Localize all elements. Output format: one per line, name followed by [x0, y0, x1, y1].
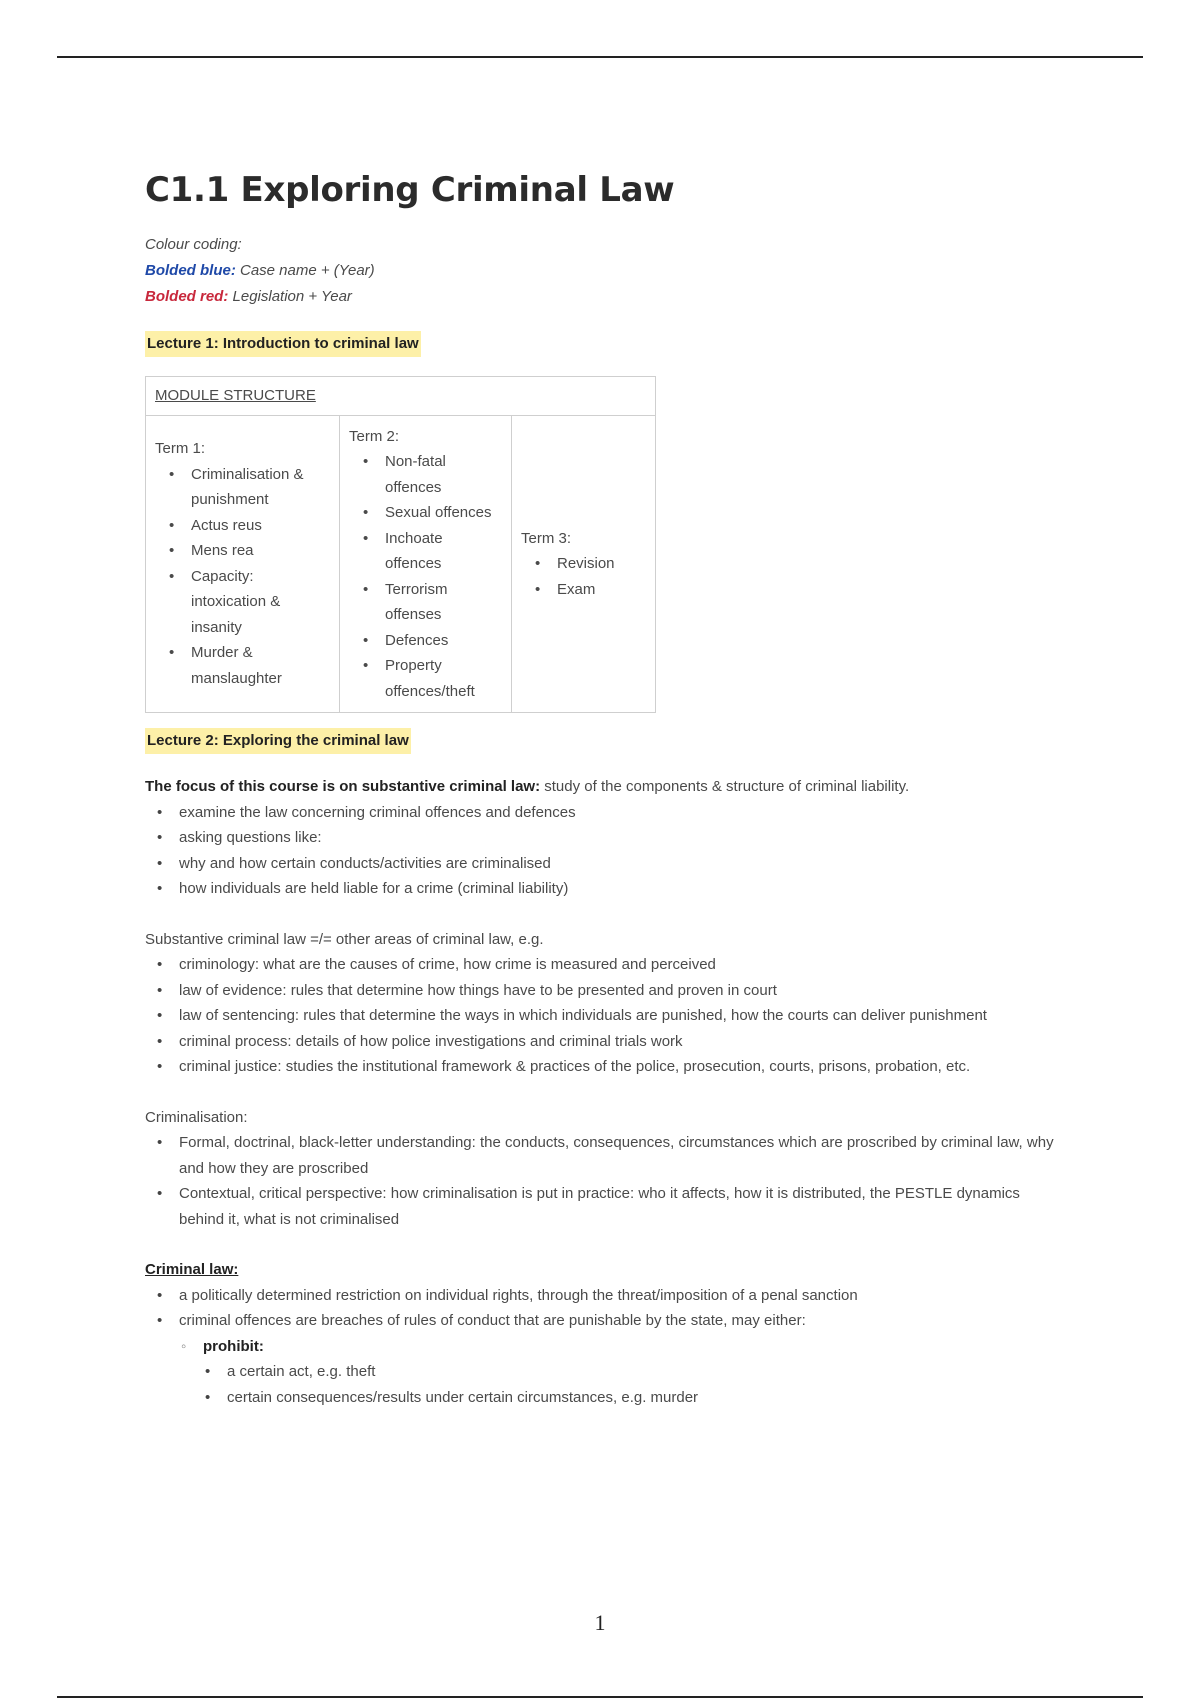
red-text: Legislation + Year: [232, 288, 352, 305]
list-item: [179, 1308, 1065, 1410]
criminalisation-list: [145, 1130, 1065, 1232]
colour-coding-blue: [145, 258, 1065, 284]
list-item: • Formal, doctrinal, black-letter understanding: the conducts, consequences, circumstances which are proscribed by criminal law, why and how they are proscribed: [179, 1130, 1065, 1181]
list-item: • Murder & manslaughter: [191, 640, 330, 691]
term-1-list: [155, 462, 330, 692]
term-2-cell: [340, 415, 512, 713]
substantive-intro: Substantive criminal law =/= other areas of criminal law, e.g.: [145, 930, 544, 948]
list-item: • Actus reus: [191, 513, 330, 539]
list-item: • criminal justice: studies the institutional framework & practices of the police, prosecution, courts, prisons, probation, etc.: [179, 1054, 1065, 1080]
term-3-cell: [512, 415, 656, 713]
lecture-2-heading: Lecture 2: Exploring the criminal law: [145, 728, 411, 754]
list-item: • criminology: what are the causes of crime, how crime is measured and perceived: [179, 952, 1065, 978]
list-item: • Contextual, critical perspective: how criminalisation is put in practice: who it affects, how it is distributed, the PESTLE dynamics behind it, what is not criminalised: [179, 1181, 1065, 1232]
list-item: • Mens rea: [191, 538, 330, 564]
page-title: C1.1 Exploring Criminal Law: [145, 170, 675, 210]
list-item: • Property offences/theft: [385, 653, 502, 704]
colour-coding-legend: [145, 232, 1065, 310]
substantive-list: [145, 952, 1065, 1080]
criminalisation-heading: Criminalisation:: [145, 1108, 248, 1126]
lecture-1-heading-wrap: [145, 331, 1065, 357]
red-label: Bolded red:: [145, 288, 229, 305]
module-structure-header: MODULE STRUCTURE: [146, 377, 656, 416]
colour-coding-heading: Colour coding:: [145, 236, 242, 253]
list-item: • why and how certain conducts/activities are criminalised: [179, 851, 1065, 877]
term-3-list: [521, 551, 646, 602]
colour-coding-red: [145, 284, 1065, 310]
lecture-1-heading: Lecture 1: Introduction to criminal law: [145, 331, 421, 357]
list-item: • asking questions like:: [179, 825, 1065, 851]
list-item: • law of evidence: rules that determine how things have to be presented and proven in court: [179, 978, 1065, 1004]
list-item: • Non-fatal offences: [385, 449, 502, 500]
criminal-law-section: [145, 1257, 1065, 1283]
list-item: • criminal process: details of how police investigations and criminal trials work: [179, 1029, 1065, 1055]
criminal-law-sublist: [179, 1334, 1065, 1411]
list-item: • a politically determined restriction on individual rights, through the threat/imposition of a penal sanction: [179, 1283, 1065, 1309]
list-item: • Criminalisation & punishment: [191, 462, 330, 513]
top-rule: [57, 56, 1143, 58]
list-item: • Exam: [557, 577, 646, 603]
blue-label: Bolded blue:: [145, 262, 236, 279]
list-item: • examine the law concerning criminal offences and defences: [179, 800, 1065, 826]
focus-bold: The focus of this course is on substantive criminal law:: [145, 778, 541, 795]
list-item: • a certain act, e.g. theft: [227, 1359, 1065, 1385]
list-item: • Defences: [385, 628, 502, 654]
term-1-cell: [146, 415, 340, 713]
prohibit-list: [203, 1359, 1065, 1410]
term-3-label: Term 3:: [521, 529, 572, 547]
list-item: • Inchoate offences: [385, 526, 502, 577]
list-item: • Sexual offences: [385, 500, 502, 526]
page-number: 1: [594, 1610, 606, 1635]
list-item: • how individuals are held liable for a crime (criminal liability): [179, 876, 1065, 902]
list-item: [203, 1334, 1065, 1411]
module-structure-table: [145, 376, 656, 713]
list-item: • Terrorism offenses: [385, 577, 502, 628]
focus-list: [145, 800, 1065, 902]
list-item: • law of sentencing: rules that determine the ways in which individuals are punished, how the courts can deliver punishment: [179, 1003, 1065, 1029]
list-item: • Revision: [557, 551, 646, 577]
blue-text: Case name + (Year): [240, 262, 375, 279]
bottom-rule: [57, 1696, 1143, 1698]
prohibit-label: prohibit:: [203, 1337, 264, 1355]
focus-text: study of the components & structure of criminal liability.: [540, 778, 910, 795]
focus-paragraph: [145, 774, 1065, 800]
list-item: • certain consequences/results under certain circumstances, e.g. murder: [227, 1385, 1065, 1411]
criminal-law-list: [145, 1283, 1065, 1411]
document-body: [145, 170, 1065, 1410]
list-item-text: criminal offences are breaches of rules of conduct that are punishable by the state, may either:: [179, 1312, 806, 1329]
lecture-2-heading-wrap: [145, 728, 1065, 754]
term-2-list: [349, 449, 502, 704]
criminal-law-heading: Criminal law:: [145, 1261, 239, 1278]
list-item: • Capacity: intoxication & insanity: [191, 564, 330, 641]
term-2-label: Term 2:: [349, 427, 400, 445]
term-1-label: Term 1:: [155, 440, 206, 458]
